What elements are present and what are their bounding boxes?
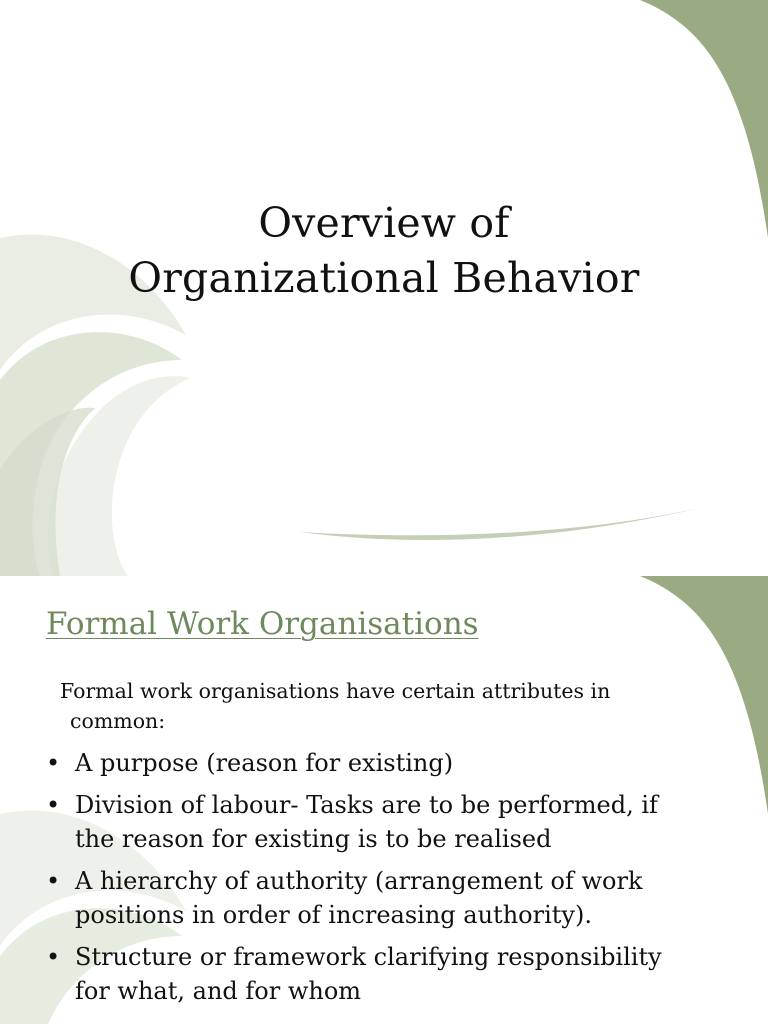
- bullet-item: [46, 746, 746, 780]
- bullet-icon: •: [46, 791, 61, 819]
- bullet-text: A purpose (reason for existing): [75, 749, 454, 777]
- bullet-text: Division of labour- Tasks are to be performed, if: [75, 791, 658, 819]
- slide-title-line: Overview of: [258, 199, 510, 247]
- bullet-list: [46, 746, 746, 1016]
- slide-title: [0, 196, 768, 306]
- slide-title-line: Organizational Behavior: [128, 254, 640, 302]
- bullet-icon: •: [46, 867, 61, 895]
- intro-line: Formal work organisations have certain attributes in: [60, 679, 611, 703]
- bullet-text: for what, and for whom: [75, 977, 362, 1005]
- bullet-text: Structure or framework clarifying responsibility: [75, 943, 662, 971]
- slide-heading: Formal Work Organisations: [46, 606, 479, 642]
- bullet-text: positions in order of increasing authority).: [75, 901, 592, 929]
- bullet-item: [46, 864, 746, 932]
- bullet-icon: •: [46, 749, 61, 777]
- bullet-icon: •: [46, 943, 61, 971]
- content-slide: [0, 576, 768, 1024]
- bullet-item: [46, 788, 746, 856]
- bullet-text: the reason for existing is to be realised: [75, 825, 552, 853]
- intro-paragraph: [60, 676, 680, 736]
- sweep-line: [300, 508, 700, 540]
- bullet-text: A hierarchy of authority (arrangement of work: [75, 867, 643, 895]
- bullet-item: [46, 940, 746, 1008]
- intro-line: common:: [70, 709, 166, 733]
